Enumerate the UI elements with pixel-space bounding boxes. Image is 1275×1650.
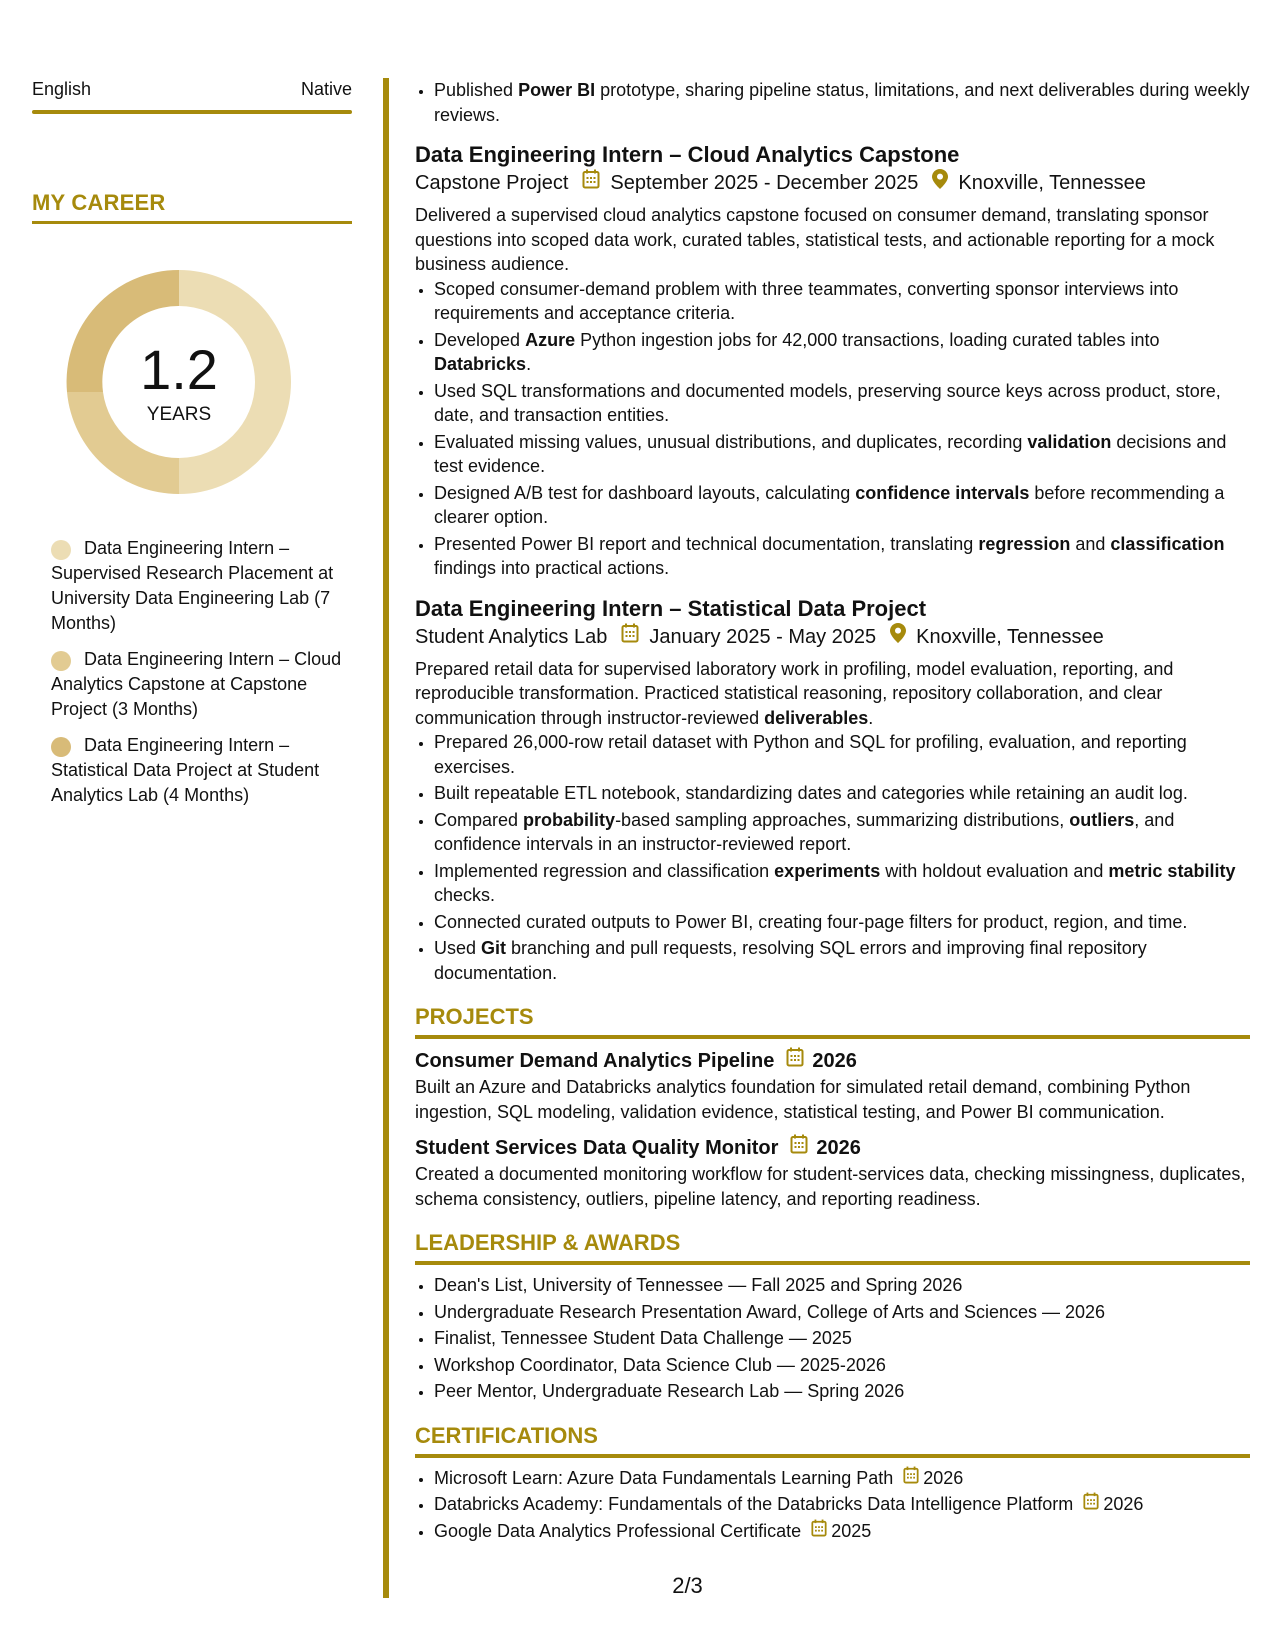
main-column	[415, 78, 1250, 1545]
bullet-item: • Used Git branching and pull requests, resolving SQL errors and improving final repository documentation.	[434, 936, 1250, 985]
job-org: Capstone Project	[415, 172, 569, 194]
calendar-icon	[582, 169, 600, 197]
project-year: 2026	[816, 1137, 861, 1159]
job-summary: Prepared retail data for supervised laboratory work in profiling, model evaluation, reporting, and reproducible transformation. Practiced statistical reasoning, repository collaboration, and clear communication through instructor-reviewed deliverables.	[415, 658, 1174, 728]
certifications-list	[415, 1466, 1250, 1544]
bullet-item: • Presented Power BI report and technical documentation, translating regression and classification findings into practical actions.	[434, 532, 1250, 581]
job-entry	[415, 595, 1250, 986]
page-number: 2/3	[672, 1573, 703, 1598]
career-item-text: Data Engineering Intern – Statistical Data Project at Student Analytics Lab (4 Months)	[51, 735, 320, 805]
career-legend-item	[51, 733, 352, 808]
career-donut-chart	[65, 268, 293, 496]
career-legend-item	[51, 536, 352, 636]
page-number-row	[0, 1573, 1275, 1599]
bullet-item: • Prepared 26,000-row retail dataset with Python and SQL for profiling, evaluation, and reporting exercises.	[434, 730, 1250, 779]
bullet-item: • Developed Azure Python ingestion jobs for 42,000 transactions, loading curated tables into Databricks.	[434, 328, 1250, 377]
project-year: 2026	[812, 1050, 857, 1072]
projects-rule	[415, 1035, 1250, 1039]
legend-dot	[51, 737, 71, 757]
bullet-item: • Built repeatable ETL notebook, standardizing dates and categories while retaining an audit log.	[434, 781, 1250, 806]
certification-name: • Databricks Academy: Fundamentals of the Databricks Data Intelligence Platform	[434, 1494, 1074, 1514]
job-meta	[415, 623, 1250, 651]
project-entry	[415, 1134, 1250, 1211]
career-heading-rule	[32, 221, 352, 224]
project-description: Created a documented monitoring workflow for student-services data, checking missingness, duplicates, schema consistency, outliers, pipeline latency, and reporting readiness.	[415, 1164, 1246, 1209]
projects-heading: PROJECTS	[415, 1004, 534, 1029]
bullet-item: • Implemented regression and classification experiments with holdout evaluation and metric stability checks.	[434, 859, 1250, 908]
bullet-item: • Used SQL transformations and documented models, preserving source keys across product, store, date, and transaction entities.	[434, 379, 1250, 428]
certification-year: 2026	[1103, 1494, 1144, 1514]
total-years-unit: YEARS	[146, 404, 212, 425]
certifications-heading: CERTIFICATIONS	[415, 1422, 598, 1448]
leadership-list	[415, 1273, 1250, 1404]
job-org: Student Analytics Lab	[415, 625, 608, 648]
job-dates: September 2025 - December 2025	[610, 172, 919, 194]
language-row	[32, 78, 352, 100]
calendar-icon	[621, 623, 639, 651]
project-title-row	[415, 1134, 1250, 1162]
sidebar	[32, 78, 352, 819]
job-location: Knoxville, Tennessee	[958, 172, 1146, 194]
job-dates: January 2025 - May 2025	[649, 625, 877, 648]
job-location: Knoxville, Tennessee	[916, 625, 1104, 648]
certification-item	[434, 1466, 1250, 1491]
award-item: • Workshop Coordinator, Data Science Club — 2025-2026	[434, 1353, 1250, 1378]
award-item: • Finalist, Tennessee Student Data Challenge — 2025	[434, 1326, 1250, 1351]
career-legend-item	[51, 647, 352, 722]
project-title: Consumer Demand Analytics Pipeline	[415, 1050, 775, 1072]
job-bullets	[415, 730, 1250, 985]
job-bullets	[415, 277, 1250, 581]
certification-item	[434, 1492, 1250, 1517]
award-item: • Peer Mentor, Undergraduate Research Lab — Spring 2026	[434, 1379, 1250, 1404]
location-pin-icon	[932, 169, 948, 197]
bullet-item: • Scoped consumer-demand problem with three teammates, converting sponsor interviews into requirements and acceptance criteria.	[434, 277, 1250, 326]
certification-name: • Microsoft Learn: Azure Data Fundamentals Learning Path	[434, 1467, 894, 1488]
certification-item	[434, 1519, 1250, 1544]
project-entry	[415, 1047, 1250, 1124]
project-title-row	[415, 1047, 1250, 1075]
award-item: • Dean's List, University of Tennessee — Fall 2025 and Spring 2026	[434, 1273, 1250, 1298]
language-level: Native	[300, 79, 352, 99]
legend-dot	[51, 651, 71, 671]
language-level-bar	[32, 110, 352, 114]
leadership-rule	[415, 1261, 1250, 1265]
certification-name: • Google Data Analytics Professional Certificate	[434, 1520, 802, 1541]
certification-year: 2025	[831, 1520, 872, 1541]
continued-bullets	[415, 78, 1250, 127]
total-years-value: 1.2	[140, 338, 218, 401]
bullet-item: • Compared probability-based sampling approaches, summarizing distributions, outliers, and confidence intervals in an instructor-reviewed report.	[434, 808, 1250, 857]
job-title: Data Engineering Intern – Cloud Analytics Capstone	[415, 142, 960, 167]
project-description: Built an Azure and Databricks analytics foundation for simulated retail demand, combining Python ingestion, SQL modeling, validation evidence, statistical testing, and Power BI communication.	[415, 1077, 1191, 1122]
column-divider	[383, 78, 389, 1598]
bullet-item: • Designed A/B test for dashboard layouts, calculating confidence intervals before recommending a clearer option.	[434, 481, 1250, 530]
career-heading: MY CAREER	[32, 190, 166, 215]
legend-dot	[51, 540, 71, 560]
certification-year: 2026	[923, 1467, 964, 1488]
job-summary: Delivered a supervised cloud analytics capstone focused on consumer demand, translating sponsor questions into scoped data work, curated tables, statistical tests, and actionable reporting for a mock business audience.	[415, 205, 1215, 274]
location-pin-icon	[890, 623, 906, 651]
career-item-text: Data Engineering Intern – Cloud Analytics Capstone at Capstone Project (3 Months)	[51, 649, 342, 719]
calendar-icon	[786, 1047, 804, 1075]
calendar-icon	[811, 1519, 827, 1544]
job-entry	[415, 141, 1250, 581]
calendar-icon	[903, 1466, 919, 1491]
bullet-item: • Evaluated missing values, unusual distributions, and duplicates, recording validation decisions and test evidence.	[434, 430, 1250, 479]
certifications-rule	[415, 1454, 1250, 1458]
career-legend	[51, 536, 352, 808]
calendar-icon	[1083, 1492, 1099, 1517]
calendar-icon	[790, 1134, 808, 1162]
bullet-item: • Connected curated outputs to Power BI, creating four-page filters for product, region, and time.	[434, 910, 1250, 935]
job-meta	[415, 169, 1250, 197]
career-item-text: Data Engineering Intern – Supervised Research Placement at University Data Engineering Lab (7 Months)	[51, 538, 334, 633]
language-name: English	[32, 79, 92, 99]
job-title: Data Engineering Intern – Statistical Data Project	[415, 595, 927, 621]
bullet-item: • Published Power BI prototype, sharing pipeline status, limitations, and next deliverables during weekly reviews.	[434, 78, 1250, 127]
project-title: Student Services Data Quality Monitor	[415, 1137, 779, 1159]
leadership-heading: LEADERSHIP & AWARDS	[415, 1230, 681, 1255]
award-item: • Undergraduate Research Presentation Award, College of Arts and Sciences — 2026	[434, 1300, 1250, 1325]
